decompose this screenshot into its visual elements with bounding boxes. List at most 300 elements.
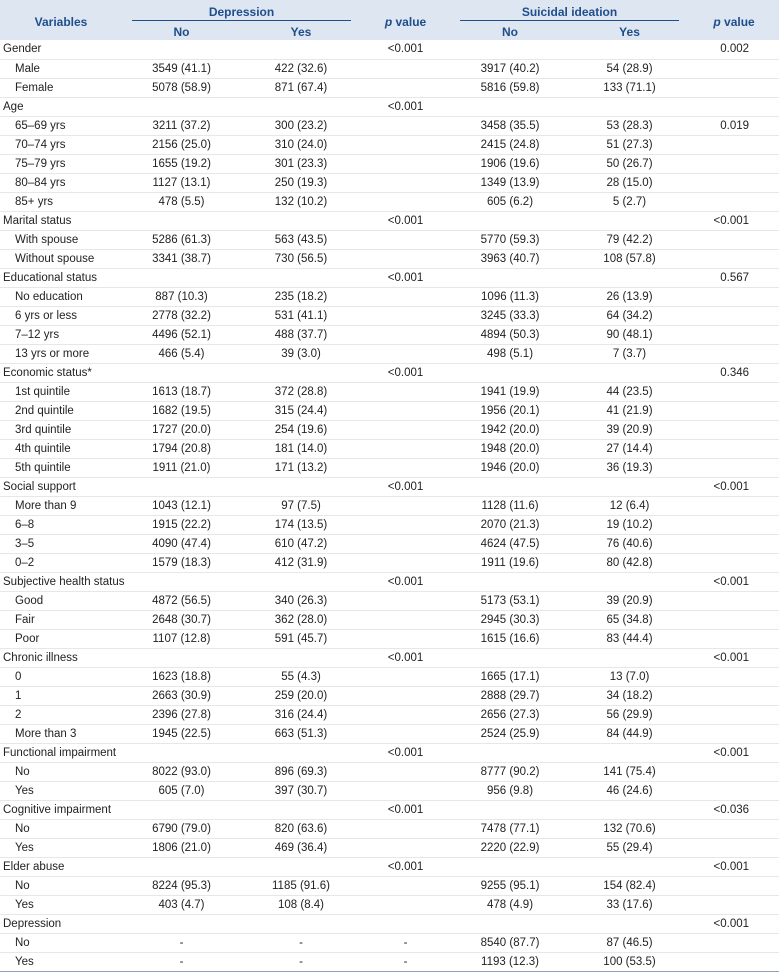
- variable-cell: Age: [0, 97, 122, 116]
- depression-no-cell: 6790 (79.0): [122, 819, 241, 838]
- depression-no-cell: 8224 (95.3): [122, 876, 241, 895]
- p-value-header-suicidal: [689, 0, 779, 40]
- suicidal-yes-cell: [570, 743, 689, 762]
- variable-cell: More than 3: [0, 724, 122, 743]
- table-row: [0, 762, 779, 781]
- suicidal-no-cell: [450, 857, 570, 876]
- suicidal-p-value-cell: [689, 515, 779, 534]
- suicidal-no-cell: 1956 (20.1): [450, 401, 570, 420]
- depression-no-cell: 1727 (20.0): [122, 420, 241, 439]
- suicidal-no-cell: [450, 914, 570, 933]
- suicidal-yes-cell: [570, 477, 689, 496]
- suicidal-no-cell: 8777 (90.2): [450, 762, 570, 781]
- suicidal-yes-cell: [570, 857, 689, 876]
- suicidal-p-value-cell: [689, 762, 779, 781]
- table-row: [0, 838, 779, 857]
- depression-p-value-cell: [361, 154, 450, 173]
- category-row: [0, 800, 779, 819]
- depression-p-value-cell: [361, 344, 450, 363]
- suicidal-p-value-cell: [689, 629, 779, 648]
- suicidal-p-value-cell: <0.001: [689, 648, 779, 667]
- suicidal-p-value-cell: [689, 819, 779, 838]
- suicidal-yes-cell: 84 (44.9): [570, 724, 689, 743]
- depression-no-cell: 605 (7.0): [122, 781, 241, 800]
- suicidal-no-cell: 1096 (11.3): [450, 287, 570, 306]
- depression-header-label: Depression: [132, 5, 351, 21]
- suicidal-yes-cell: [570, 572, 689, 591]
- table-row: [0, 325, 779, 344]
- suicidal-yes-cell: [570, 800, 689, 819]
- suicidal-yes-cell: 83 (44.4): [570, 629, 689, 648]
- depression-no-cell: 1107 (12.8): [122, 629, 241, 648]
- depression-yes-cell: 300 (23.2): [241, 116, 361, 135]
- depression-no-cell: 1915 (22.2): [122, 515, 241, 534]
- table-row: [0, 230, 779, 249]
- depression-group-header: [122, 0, 361, 23]
- depression-p-value-cell: <0.001: [361, 648, 450, 667]
- suicidal-yes-cell: 154 (82.4): [570, 876, 689, 895]
- variable-cell: Social support: [0, 477, 122, 496]
- depression-p-value-cell: [361, 325, 450, 344]
- variable-cell: Cognitive impairment: [0, 800, 122, 819]
- suicidal-no-cell: 2070 (21.3): [450, 515, 570, 534]
- table-row: [0, 819, 779, 838]
- depression-yes-cell: 39 (3.0): [241, 344, 361, 363]
- depression-p-value-cell: [361, 610, 450, 629]
- variable-cell: 70–74 yrs: [0, 135, 122, 154]
- depression-no-cell: [122, 40, 241, 59]
- suicidal-yes-cell: 44 (23.5): [570, 382, 689, 401]
- variable-cell: 1st quintile: [0, 382, 122, 401]
- variable-cell: Male: [0, 59, 122, 78]
- variable-cell: Functional impairment: [0, 743, 122, 762]
- suicidal-yes-cell: [570, 211, 689, 230]
- suicidal-yes-cell: 132 (70.6): [570, 819, 689, 838]
- suicidal-p-value-cell: <0.001: [689, 572, 779, 591]
- table-row: [0, 952, 779, 971]
- depression-no-cell: 1127 (13.1): [122, 173, 241, 192]
- suicidal-yes-cell: 87 (46.5): [570, 933, 689, 952]
- depression-p-value-cell: [361, 591, 450, 610]
- table-row: [0, 439, 779, 458]
- table-row: [0, 705, 779, 724]
- depression-p-value-cell: [361, 553, 450, 572]
- table-row: [0, 306, 779, 325]
- suicidal-yes-cell: 28 (15.0): [570, 173, 689, 192]
- table-row: [0, 610, 779, 629]
- suicidal-no-cell: [450, 211, 570, 230]
- suicidal-p-value-cell: [689, 230, 779, 249]
- variable-cell: No: [0, 819, 122, 838]
- variable-cell: With spouse: [0, 230, 122, 249]
- suicidal-yes-cell: 13 (7.0): [570, 667, 689, 686]
- table-row: [0, 458, 779, 477]
- variable-cell: Good: [0, 591, 122, 610]
- variable-cell: 1: [0, 686, 122, 705]
- depression-no-cell: 2648 (30.7): [122, 610, 241, 629]
- depression-no-cell: -: [122, 952, 241, 971]
- category-row: [0, 648, 779, 667]
- variable-cell: Female: [0, 78, 122, 97]
- depression-no-cell: 4496 (52.1): [122, 325, 241, 344]
- suicidal-no-cell: [450, 268, 570, 287]
- depression-yes-cell: 181 (14.0): [241, 439, 361, 458]
- suicidal-no-cell: [450, 800, 570, 819]
- depression-no-cell: [122, 477, 241, 496]
- depression-yes-cell: [241, 40, 361, 59]
- depression-yes-cell: [241, 743, 361, 762]
- suicidal-no-cell: 5816 (59.8): [450, 78, 570, 97]
- depression-p-value-cell: [361, 78, 450, 97]
- suicidal-header-label: Suicidal ideation: [460, 5, 679, 21]
- p-italic: p: [384, 14, 393, 29]
- depression-p-value-cell: <0.001: [361, 477, 450, 496]
- depression-no-cell: 4090 (47.4): [122, 534, 241, 553]
- depression-p-value-cell: [361, 249, 450, 268]
- suicidal-p-value-cell: [689, 876, 779, 895]
- suicidal-no-cell: 1941 (19.9): [450, 382, 570, 401]
- depression-p-value-cell: <0.001: [361, 857, 450, 876]
- depression-yes-cell: 301 (23.3): [241, 154, 361, 173]
- depression-yes-cell: 488 (37.7): [241, 325, 361, 344]
- depression-p-value-cell: [361, 705, 450, 724]
- suicidal-p-value-cell: <0.001: [689, 914, 779, 933]
- depression-no-cell: 1794 (20.8): [122, 439, 241, 458]
- depression-yes-cell: 591 (45.7): [241, 629, 361, 648]
- variable-cell: Fair: [0, 610, 122, 629]
- depression-yes-cell: 563 (43.5): [241, 230, 361, 249]
- table-row: [0, 78, 779, 97]
- variable-cell: No education: [0, 287, 122, 306]
- suicidal-no-cell: 1193 (12.3): [450, 952, 570, 971]
- table-row: [0, 534, 779, 553]
- suicidal-p-value-cell: [689, 534, 779, 553]
- depression-yes-cell: [241, 211, 361, 230]
- suicidal-p-value-cell: [689, 401, 779, 420]
- suicidal-p-value-cell: [689, 553, 779, 572]
- suicidal-no-cell: [450, 40, 570, 59]
- suicidal-yes-cell: 39 (20.9): [570, 591, 689, 610]
- suicidal-p-value-cell: [689, 154, 779, 173]
- suicidal-p-value-cell: [689, 705, 779, 724]
- table-row: [0, 686, 779, 705]
- depression-p-value-cell: [361, 382, 450, 401]
- suicidal-yes-cell: [570, 97, 689, 116]
- table-row: [0, 344, 779, 363]
- depression-p-value-cell: [361, 781, 450, 800]
- suicidal-p-value-cell: [689, 173, 779, 192]
- suicidal-no-cell: 2656 (27.3): [450, 705, 570, 724]
- depression-yes-cell: 254 (19.6): [241, 420, 361, 439]
- depression-p-value-cell: [361, 173, 450, 192]
- depression-p-value-cell: [361, 59, 450, 78]
- suicidal-yes-cell: 108 (57.8): [570, 249, 689, 268]
- depression-p-value-cell: <0.001: [361, 572, 450, 591]
- table-row: [0, 629, 779, 648]
- table-header: [0, 0, 779, 40]
- table-body: [0, 40, 779, 971]
- depression-p-value-cell: <0.001: [361, 97, 450, 116]
- depression-no-cell: [122, 800, 241, 819]
- suicidal-p-value-cell: [689, 952, 779, 971]
- suicidal-p-value-cell: [689, 78, 779, 97]
- suicidal-no-cell: 7478 (77.1): [450, 819, 570, 838]
- suicidal-no-cell: [450, 743, 570, 762]
- depression-yes-cell: -: [241, 952, 361, 971]
- depression-yes-cell: 315 (24.4): [241, 401, 361, 420]
- suicidal-no-cell: 2220 (22.9): [450, 838, 570, 857]
- depression-p-value-cell: [361, 838, 450, 857]
- variable-cell: Subjective health status: [0, 572, 122, 591]
- depression-no-cell: 1613 (18.7): [122, 382, 241, 401]
- suicidal-no-cell: 3963 (40.7): [450, 249, 570, 268]
- suicidal-yes-cell: 26 (13.9): [570, 287, 689, 306]
- p-rest: value: [720, 14, 755, 29]
- table-row: [0, 249, 779, 268]
- depression-p-value-cell: <0.001: [361, 743, 450, 762]
- suicidal-p-value-cell: <0.001: [689, 743, 779, 762]
- variable-cell: Yes: [0, 895, 122, 914]
- suicidal-yes-cell: [570, 40, 689, 59]
- depression-p-value-cell: [361, 439, 450, 458]
- depression-no-cell: 403 (4.7): [122, 895, 241, 914]
- depression-no-cell: -: [122, 933, 241, 952]
- suicidal-no-cell: 1349 (13.9): [450, 173, 570, 192]
- variable-cell: Yes: [0, 838, 122, 857]
- variable-cell: Educational status: [0, 268, 122, 287]
- variable-cell: Yes: [0, 781, 122, 800]
- depression-p-value-cell: <0.001: [361, 211, 450, 230]
- depression-p-value-cell: [361, 287, 450, 306]
- depression-p-value-cell: [361, 686, 450, 705]
- depression-yes-cell: 610 (47.2): [241, 534, 361, 553]
- suicidal-yes-cell: 46 (24.6): [570, 781, 689, 800]
- depression-yes-cell: [241, 572, 361, 591]
- depression-yes-cell: -: [241, 933, 361, 952]
- depression-no-cell: 1806 (21.0): [122, 838, 241, 857]
- suicidal-no-cell: 5173 (53.1): [450, 591, 570, 610]
- table-row: [0, 59, 779, 78]
- suicidal-no-cell: 3458 (35.5): [450, 116, 570, 135]
- table-row: [0, 591, 779, 610]
- variable-cell: 0: [0, 667, 122, 686]
- depression-yes-cell: [241, 97, 361, 116]
- suicidal-no-cell: [450, 363, 570, 382]
- variable-cell: 75–79 yrs: [0, 154, 122, 173]
- depression-yes-cell: 250 (19.3): [241, 173, 361, 192]
- suicidal-p-value-cell: [689, 97, 779, 116]
- category-row: [0, 363, 779, 382]
- p-rest: value: [392, 14, 427, 29]
- depression-no-cell: [122, 914, 241, 933]
- depression-no-cell: 2156 (25.0): [122, 135, 241, 154]
- table-row: [0, 553, 779, 572]
- table-row: [0, 382, 779, 401]
- suicidal-yes-cell: 39 (20.9): [570, 420, 689, 439]
- depression-p-value-cell: [361, 819, 450, 838]
- variable-cell: No: [0, 876, 122, 895]
- suicidal-no-cell: 5770 (59.3): [450, 230, 570, 249]
- variable-cell: No: [0, 762, 122, 781]
- depression-yes-cell: 55 (4.3): [241, 667, 361, 686]
- suicidal-p-value-cell: [689, 838, 779, 857]
- suicidal-no-header: No: [502, 24, 519, 39]
- suicidal-p-value-cell: 0.567: [689, 268, 779, 287]
- depression-yes-cell: 259 (20.0): [241, 686, 361, 705]
- suicidal-p-value-cell: [689, 496, 779, 515]
- suicidal-p-value-cell: [689, 59, 779, 78]
- suicidal-p-value-cell: [689, 667, 779, 686]
- depression-yes-header: Yes: [290, 24, 312, 39]
- depression-yes-cell: 310 (24.0): [241, 135, 361, 154]
- table-row: [0, 173, 779, 192]
- category-row: [0, 211, 779, 230]
- depression-p-value-cell: -: [361, 933, 450, 952]
- variable-cell: 4th quintile: [0, 439, 122, 458]
- suicidal-no-cell: 1948 (20.0): [450, 439, 570, 458]
- table-row: [0, 667, 779, 686]
- table-row: [0, 154, 779, 173]
- depression-p-value-cell: [361, 914, 450, 933]
- depression-p-value-cell: [361, 515, 450, 534]
- suicidal-p-value-cell: [689, 724, 779, 743]
- suicidal-p-value-cell: [689, 781, 779, 800]
- suicidal-no-cell: [450, 572, 570, 591]
- depression-yes-cell: 340 (26.3): [241, 591, 361, 610]
- suicidal-p-value-cell: <0.001: [689, 211, 779, 230]
- variable-cell: Poor: [0, 629, 122, 648]
- variables-header: Variables: [34, 14, 88, 29]
- suicidal-yes-cell: 141 (75.4): [570, 762, 689, 781]
- depression-p-value-cell: [361, 667, 450, 686]
- suicidal-no-cell: 1946 (20.0): [450, 458, 570, 477]
- depression-p-value-cell: [361, 192, 450, 211]
- suicidal-yes-cell: 80 (42.8): [570, 553, 689, 572]
- depression-p-value-cell: [361, 534, 450, 553]
- suicidal-yes-cell: 19 (10.2): [570, 515, 689, 534]
- depression-yes-cell: 97 (7.5): [241, 496, 361, 515]
- suicidal-yes-cell: 50 (26.7): [570, 154, 689, 173]
- depression-yes-cell: 820 (63.6): [241, 819, 361, 838]
- depression-yes-cell: 422 (32.6): [241, 59, 361, 78]
- suicidal-yes-cell: 53 (28.3): [570, 116, 689, 135]
- suicidal-p-value-cell: [689, 325, 779, 344]
- depression-yes-cell: [241, 800, 361, 819]
- suicidal-no-cell: [450, 477, 570, 496]
- suicidal-no-cell: 3917 (40.2): [450, 59, 570, 78]
- suicidal-no-cell: 956 (9.8): [450, 781, 570, 800]
- variable-cell: 6 yrs or less: [0, 306, 122, 325]
- depression-p-value-cell: [361, 420, 450, 439]
- suicidal-p-value-cell: [689, 591, 779, 610]
- table-row: [0, 420, 779, 439]
- suicidal-no-cell: 9255 (95.1): [450, 876, 570, 895]
- depression-yes-cell: 397 (30.7): [241, 781, 361, 800]
- depression-p-value-cell: <0.001: [361, 800, 450, 819]
- variable-cell: 7–12 yrs: [0, 325, 122, 344]
- depression-yes-cell: 412 (31.9): [241, 553, 361, 572]
- suicidal-yes-cell: 12 (6.4): [570, 496, 689, 515]
- depression-yes-cell: 871 (67.4): [241, 78, 361, 97]
- suicidal-yes-cell: 34 (18.2): [570, 686, 689, 705]
- depression-p-value-cell: [361, 629, 450, 648]
- table-row: [0, 192, 779, 211]
- suicidal-yes-cell: [570, 914, 689, 933]
- variable-cell: Without spouse: [0, 249, 122, 268]
- depression-no-cell: 5286 (61.3): [122, 230, 241, 249]
- depression-p-value-cell: [361, 401, 450, 420]
- depression-yes-cell: 730 (56.5): [241, 249, 361, 268]
- suicidal-yes-cell: 56 (29.9): [570, 705, 689, 724]
- suicidal-yes-cell: 41 (21.9): [570, 401, 689, 420]
- category-row: [0, 743, 779, 762]
- table-row: [0, 724, 779, 743]
- suicidal-yes-cell: 36 (19.3): [570, 458, 689, 477]
- depression-no-cell: [122, 572, 241, 591]
- variable-cell: 13 yrs or more: [0, 344, 122, 363]
- variable-cell: 0–2: [0, 553, 122, 572]
- table-row: [0, 933, 779, 952]
- depression-yes-cell: [241, 363, 361, 382]
- depression-no-cell: 2396 (27.8): [122, 705, 241, 724]
- depression-no-cell: 1945 (22.5): [122, 724, 241, 743]
- suicidal-no-cell: 2945 (30.3): [450, 610, 570, 629]
- table-row: [0, 287, 779, 306]
- variable-cell: Elder abuse: [0, 857, 122, 876]
- suicidal-p-value-cell: [689, 458, 779, 477]
- depression-p-value-cell: [361, 724, 450, 743]
- suicidal-yes-cell: [570, 648, 689, 667]
- suicidal-p-value-cell: 0.002: [689, 40, 779, 59]
- suicidal-p-value-cell: [689, 420, 779, 439]
- suicidal-yes-cell: 27 (14.4): [570, 439, 689, 458]
- variable-cell: Gender: [0, 40, 122, 59]
- suicidal-no-cell: 498 (5.1): [450, 344, 570, 363]
- category-row: [0, 268, 779, 287]
- suicidal-no-cell: 1942 (20.0): [450, 420, 570, 439]
- depression-no-cell: 3211 (37.2): [122, 116, 241, 135]
- depression-no-cell: [122, 648, 241, 667]
- depression-p-value-cell: [361, 306, 450, 325]
- suicidal-p-value-cell: <0.001: [689, 477, 779, 496]
- suicidal-no-cell: 605 (6.2): [450, 192, 570, 211]
- depression-no-cell: [122, 97, 241, 116]
- table-row: [0, 876, 779, 895]
- table-row: [0, 895, 779, 914]
- p-italic: p: [713, 14, 721, 29]
- variable-cell: More than 9: [0, 496, 122, 515]
- suicidal-p-value-cell: [689, 933, 779, 952]
- suicidal-no-cell: 2415 (24.8): [450, 135, 570, 154]
- depression-yes-cell: [241, 857, 361, 876]
- variable-cell: 2: [0, 705, 122, 724]
- depression-no-cell: 1682 (19.5): [122, 401, 241, 420]
- depression-p-value-cell: [361, 135, 450, 154]
- suicidal-no-cell: 1665 (17.1): [450, 667, 570, 686]
- depression-yes-cell: 316 (24.4): [241, 705, 361, 724]
- depression-no-cell: 2663 (30.9): [122, 686, 241, 705]
- suicidal-yes-cell: 100 (53.5): [570, 952, 689, 971]
- suicidal-yes-cell: 79 (42.2): [570, 230, 689, 249]
- depression-yes-cell: [241, 268, 361, 287]
- depression-p-value-cell: <0.001: [361, 40, 450, 59]
- suicidal-yes-cell: [570, 268, 689, 287]
- suicidal-no-cell: 2524 (25.9): [450, 724, 570, 743]
- depression-p-value-cell: [361, 876, 450, 895]
- suicidal-yes-cell: 54 (28.9): [570, 59, 689, 78]
- depression-yes-cell: 372 (28.8): [241, 382, 361, 401]
- suicidal-no-cell: 1128 (11.6): [450, 496, 570, 515]
